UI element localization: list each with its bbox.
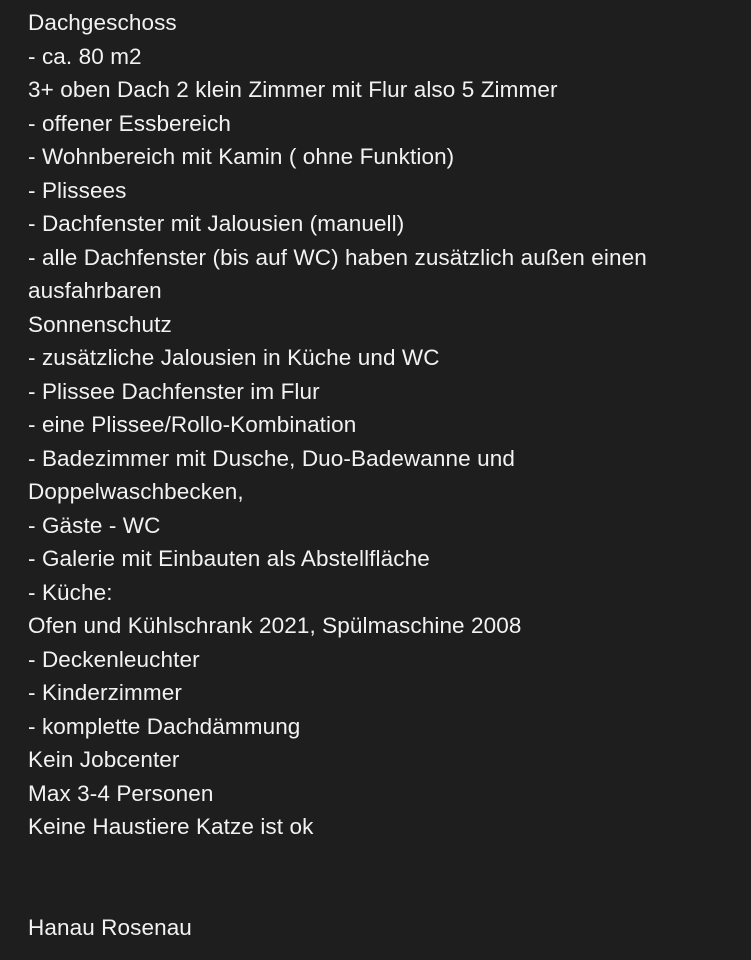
text-line: Dachgeschoss <box>28 10 177 35</box>
text-line: - komplette Dachdämmung <box>28 713 301 739</box>
text-line: Max 3-4 Personen <box>28 780 214 806</box>
text-line: Doppelwaschbecken, <box>28 479 244 504</box>
text-line: Keine Haustiere Katze ist ok <box>28 814 314 839</box>
text-line: - Plissee Dachfenster im Flur <box>28 378 320 404</box>
listing-text <box>28 6 728 944</box>
text-line: - Deckenleuchter <box>28 646 200 672</box>
text-line: - ca. 80 m2 <box>28 43 142 69</box>
text-line: - offener Essbereich <box>28 110 231 136</box>
text-line: - Gäste - WC <box>28 512 161 538</box>
text-line: - Kinderzimmer <box>28 680 182 705</box>
text-line: Kein Jobcenter <box>28 747 180 772</box>
text-line: 3+ oben Dach 2 klein Zimmer mit Flur also 5 Zimmer <box>28 77 558 102</box>
text-line: Ofen und Kühlschrank 2021, Spülmaschine 2008 <box>28 613 522 638</box>
text-line: - Plissees <box>28 177 127 203</box>
text-line: - zusätzliche Jalousien in Küche und WC <box>28 345 440 370</box>
text-line: - eine Plissee/Rollo-Kombination <box>28 412 357 437</box>
text-line: - Wohnbereich mit Kamin ( ohne Funktion) <box>28 144 455 169</box>
text-line: - alle Dachfenster (bis auf WC) haben zusätzlich außen einen <box>28 244 647 270</box>
text-line: - Galerie mit Einbauten als Abstellfläche <box>28 546 430 571</box>
blank-line <box>28 877 728 911</box>
text-line: - Badezimmer mit Dusche, Duo-Badewanne und <box>28 445 515 471</box>
location-line: Hanau Rosenau <box>28 914 192 940</box>
blank-line <box>28 844 728 878</box>
text-line: - Dachfenster mit Jalousien (manuell) <box>28 211 405 236</box>
text-line: Sonnenschutz <box>28 311 172 337</box>
text-line: - Küche: <box>28 579 113 605</box>
text-line: ausfahrbaren <box>28 278 162 303</box>
